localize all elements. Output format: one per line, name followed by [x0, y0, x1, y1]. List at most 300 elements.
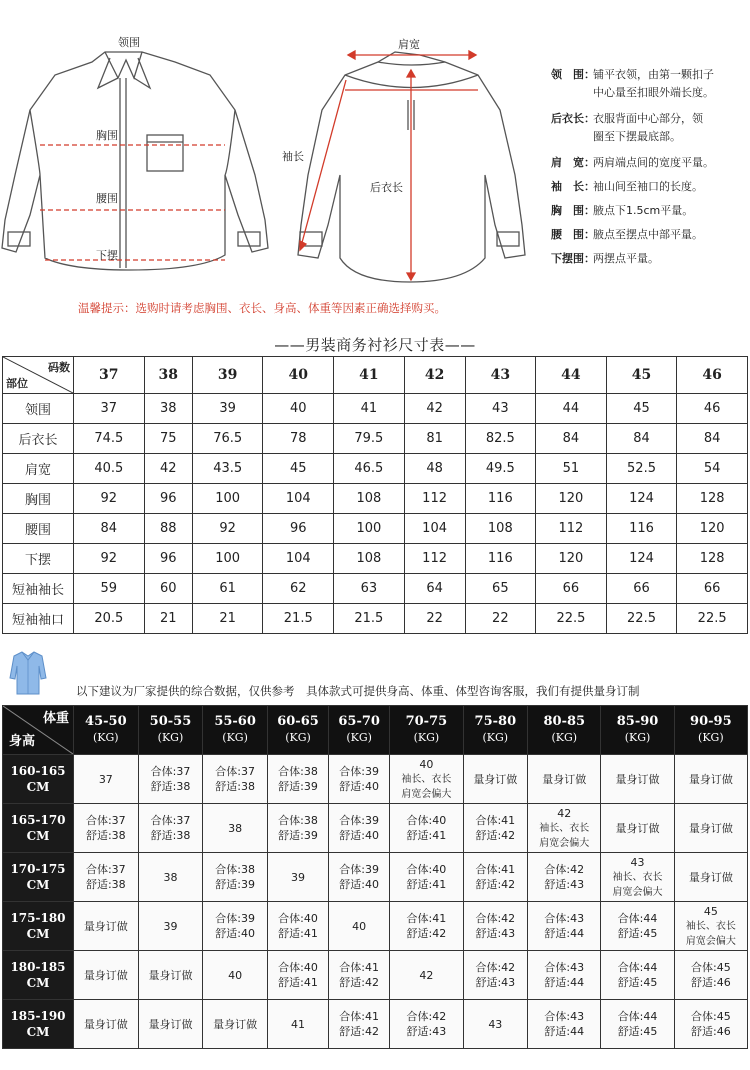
recommendation-line: 舒适:38 — [85, 878, 126, 891]
size-header: 41 — [334, 357, 405, 394]
recommendation-cell — [528, 804, 601, 853]
size-cell: 82.5 — [465, 424, 536, 454]
weight-unit: (KG) — [698, 731, 724, 744]
legend-item-cont: 圈至下摆最底部。 — [593, 130, 681, 143]
recommendation-line: 合体:39 — [339, 765, 379, 778]
size-cell: 120 — [677, 514, 748, 544]
part-label: 短袖袖口 — [3, 604, 74, 634]
recommendation-line: 舒适:40 — [339, 829, 379, 842]
size-cell: 96 — [263, 514, 334, 544]
recommendation-line: 舒适:44 — [544, 927, 585, 940]
recommendation-line: 45 — [703, 904, 718, 918]
recommendation-cell — [390, 853, 463, 902]
recommendation-cell — [390, 902, 463, 951]
recommendation-cell — [203, 755, 268, 804]
recommendation-line: 40 — [419, 757, 434, 771]
rec-row — [3, 853, 748, 902]
recommendation-cell — [601, 755, 674, 804]
recommendation-cell — [267, 853, 328, 902]
recommendation-line: 舒适:40 — [215, 927, 255, 940]
recommendation-line: 舒适:39 — [215, 878, 255, 891]
size-cell: 64 — [404, 574, 465, 604]
recommendation-cell — [463, 951, 528, 1000]
weight-header: 50-55 (KG) — [138, 706, 203, 755]
weight-header: 65-70 (KG) — [329, 706, 390, 755]
size-header: 37 — [74, 357, 145, 394]
recommendation-cell — [74, 1000, 139, 1049]
size-cell: 46 — [677, 394, 748, 424]
recommendation-cell — [674, 902, 747, 951]
recommendation-cell — [528, 902, 601, 951]
recommendation-line: 39 — [163, 919, 178, 933]
recommendation-cell — [463, 804, 528, 853]
recommendation-cell — [390, 951, 463, 1000]
recommendation-line: 舒适:43 — [475, 927, 516, 940]
recommendation-cell — [528, 1000, 601, 1049]
recommendation-line: 肩宽会偏大 — [612, 886, 663, 898]
recommendation-line: 量身订做 — [83, 968, 128, 982]
size-cell: 79.5 — [334, 424, 405, 454]
size-cell: 22.5 — [606, 604, 677, 634]
recommendation-line: 量身订做 — [213, 1017, 258, 1031]
recommendation-cell — [601, 853, 674, 902]
recommendation-line: 舒适:45 — [617, 1025, 658, 1038]
recommendation-cell — [74, 902, 139, 951]
size-recommendation-table — [2, 705, 748, 1049]
size-cell: 43 — [465, 394, 536, 424]
size-cell: 116 — [606, 514, 677, 544]
size-cell: 61 — [192, 574, 263, 604]
recommendation-line: 合体:42 — [406, 1010, 447, 1023]
size-row — [3, 394, 748, 424]
weight-unit: (KG) — [413, 731, 440, 744]
legend-item: 后衣长：衣服背面中心部分，领 — [551, 112, 703, 125]
recommendation-line: 肩宽会偏大 — [685, 935, 736, 947]
recommendation-cell — [138, 1000, 203, 1049]
recommendation-cell — [203, 902, 268, 951]
weight-unit: (KG) — [346, 731, 372, 744]
recommendation-line: 量身订做 — [473, 772, 518, 786]
recommendation-cell — [463, 1000, 528, 1049]
size-table-title: ——男装商务衬衫尺寸表—— — [274, 336, 476, 354]
size-row — [3, 424, 748, 454]
weight-header: 80-85 (KG) — [528, 706, 601, 755]
recommendation-cell — [138, 951, 203, 1000]
rec-header-row — [3, 706, 748, 755]
size-cell: 22 — [404, 604, 465, 634]
recommendation-line: 量身订做 — [83, 1017, 128, 1031]
size-row — [3, 484, 748, 514]
size-cell: 104 — [404, 514, 465, 544]
size-cell: 108 — [334, 484, 405, 514]
recommendation-line: 40 — [352, 919, 367, 933]
size-cell: 40.5 — [74, 454, 145, 484]
size-cell: 100 — [334, 514, 405, 544]
recommendation-cell — [267, 804, 328, 853]
weight-unit: (KG) — [482, 731, 509, 744]
recommendation-cell — [463, 902, 528, 951]
recommendation-line: 舒适:38 — [85, 829, 126, 842]
recommendation-line: 合体:37 — [150, 814, 191, 827]
chest-label: 胸围 — [96, 129, 118, 142]
recommendation-cell — [528, 951, 601, 1000]
part-label: 领围 — [3, 394, 74, 424]
recommendation-cell — [601, 951, 674, 1000]
recommendation-line: 合体:38 — [278, 765, 318, 778]
recommendation-line: 40 — [228, 968, 243, 982]
rec-row — [3, 755, 748, 804]
size-cell: 21 — [144, 604, 192, 634]
size-cell: 40 — [263, 394, 334, 424]
recommendation-cell — [390, 1000, 463, 1049]
size-cell: 22.5 — [536, 604, 607, 634]
recommendation-line: 合体:40 — [406, 814, 447, 827]
size-cell: 84 — [74, 514, 145, 544]
size-cell: 51 — [536, 454, 607, 484]
rec-row — [3, 804, 748, 853]
recommendation-cell — [601, 902, 674, 951]
recommendation-line: 合体:37 — [215, 765, 255, 778]
sleeve-label: 袖长 — [282, 150, 304, 163]
size-cell: 108 — [465, 514, 536, 544]
recommendation-line: 舒适:46 — [690, 976, 731, 989]
recommendation-cell — [74, 853, 139, 902]
size-cell: 45 — [263, 454, 334, 484]
size-header: 39 — [192, 357, 263, 394]
height-label: 170-175 CM — [3, 853, 74, 902]
recommendation-cell — [463, 755, 528, 804]
size-cell: 81 — [404, 424, 465, 454]
recommendation-line: 舒适:41 — [406, 829, 447, 842]
legend-item-cont: 中心量至扣眼外端长度。 — [593, 86, 714, 99]
recommendation-line: 舒适:38 — [150, 780, 191, 793]
corner-weight-label: 体重 — [42, 711, 69, 726]
recommendation-line: 舒适:41 — [406, 878, 447, 891]
size-cell: 116 — [465, 544, 536, 574]
recommendation-line: 舒适:42 — [475, 878, 516, 891]
height-unit: CM — [26, 780, 50, 794]
recommendation-line: 38 — [163, 870, 178, 884]
recommendation-line: 肩宽会偏大 — [401, 788, 452, 800]
recommendation-line: 43 — [488, 1017, 503, 1031]
size-cell: 65 — [465, 574, 536, 604]
recommendation-line: 合体:42 — [544, 863, 585, 876]
weight-header: 75-80 (KG) — [463, 706, 528, 755]
size-cell: 84 — [536, 424, 607, 454]
size-table-corner — [3, 357, 74, 394]
rec-row — [3, 951, 748, 1000]
recommendation-line: 合体:39 — [339, 863, 379, 876]
recommendation-cell — [267, 1000, 328, 1049]
recommendation-cell — [329, 902, 390, 951]
purchase-tip: 温馨提示：选购时请考虑胸围、衣长、身高、体重等因素正确选择购买。 — [78, 301, 446, 315]
recommendation-line: 42 — [419, 968, 434, 982]
recommendation-line: 量身订做 — [83, 919, 128, 933]
recommendation-line: 合体:37 — [85, 863, 126, 876]
size-cell: 116 — [465, 484, 536, 514]
recommendation-line: 合体:45 — [690, 961, 731, 974]
recommendation-line: 量身订做 — [688, 870, 733, 884]
recommendation-line: 合体:44 — [617, 1010, 658, 1023]
recommendation-cell — [463, 853, 528, 902]
size-cell: 78 — [263, 424, 334, 454]
recommendation-line: 合体:40 — [278, 961, 318, 974]
recommendation-line: 合体:38 — [278, 814, 318, 827]
size-cell: 84 — [677, 424, 748, 454]
recommendation-cell — [138, 902, 203, 951]
recommendation-cell — [267, 902, 328, 951]
size-cell: 20.5 — [74, 604, 145, 634]
height-unit: CM — [26, 976, 50, 990]
size-cell: 54 — [677, 454, 748, 484]
recommendation-cell — [674, 853, 747, 902]
recommendation-line: 袖长、衣长 — [401, 773, 452, 785]
recommendation-cell — [601, 1000, 674, 1049]
recommendation-line: 38 — [228, 821, 243, 835]
recommendation-line: 量身订做 — [148, 968, 193, 982]
recommendation-line: 42 — [557, 806, 572, 820]
size-header: 45 — [606, 357, 677, 394]
corner-size-label: 码数 — [48, 361, 70, 374]
size-cell: 42 — [144, 454, 192, 484]
recommendation-line: 量身订做 — [615, 772, 660, 786]
size-cell: 124 — [606, 484, 677, 514]
recommendation-line: 舒适:44 — [544, 976, 585, 989]
size-header: 42 — [404, 357, 465, 394]
size-cell: 100 — [192, 544, 263, 574]
recommendation-cell — [203, 853, 268, 902]
recommendation-line: 舒适:41 — [278, 927, 318, 940]
recommendation-line: 37 — [98, 772, 113, 786]
weight-header: 60-65 (KG) — [267, 706, 328, 755]
recommendation-line: 合体:42 — [475, 961, 516, 974]
recommendation-cell — [203, 804, 268, 853]
recommendation-line: 舒适:42 — [339, 976, 379, 989]
height-label: 165-170 CM — [3, 804, 74, 853]
size-cell: 120 — [536, 484, 607, 514]
recommendation-line: 舒适:45 — [617, 976, 658, 989]
recommendation-line: 合体:41 — [339, 961, 379, 974]
recommendation-line: 量身订做 — [615, 821, 660, 835]
size-cell: 92 — [192, 514, 263, 544]
recommendation-line: 袖长、衣长 — [685, 920, 736, 932]
size-cell: 66 — [677, 574, 748, 604]
height-unit: CM — [26, 829, 50, 843]
recommendation-cell — [267, 951, 328, 1000]
size-cell: 49.5 — [465, 454, 536, 484]
weight-unit: (KG) — [551, 731, 578, 744]
recommendation-line: 量身订做 — [688, 821, 733, 835]
recommendation-cell — [329, 951, 390, 1000]
recommendation-line: 合体:43 — [544, 961, 585, 974]
recommendation-cell — [74, 804, 139, 853]
recommendation-line: 量身订做 — [688, 772, 733, 786]
size-cell: 66 — [536, 574, 607, 604]
size-cell: 45 — [606, 394, 677, 424]
size-cell: 75 — [144, 424, 192, 454]
recommendation-line: 舒适:43 — [406, 1025, 447, 1038]
size-cell: 21 — [192, 604, 263, 634]
recommendation-cell — [74, 755, 139, 804]
recommendation-line: 合体:40 — [278, 912, 318, 925]
size-row — [3, 604, 748, 634]
recommendation-line: 舒适:39 — [278, 829, 318, 842]
size-row — [3, 544, 748, 574]
recommendation-cell — [674, 1000, 747, 1049]
weight-header: 55-60 (KG) — [203, 706, 268, 755]
recommendation-line: 量身订做 — [148, 1017, 193, 1031]
part-label: 肩宽 — [3, 454, 74, 484]
corner-height-label: 身高 — [9, 734, 36, 749]
weight-header: 70-75 (KG) — [390, 706, 463, 755]
legend-item: 领 围：铺平衣领，由第一颗扣子 — [551, 68, 714, 81]
size-row — [3, 514, 748, 544]
size-cell: 39 — [192, 394, 263, 424]
corner-part-label: 部位 — [6, 377, 28, 390]
size-cell: 41 — [334, 394, 405, 424]
height-label: 175-180 CM — [3, 902, 74, 951]
part-label: 腰围 — [3, 514, 74, 544]
size-table — [2, 356, 748, 634]
size-cell: 42 — [404, 394, 465, 424]
height-label: 160-165 CM — [3, 755, 74, 804]
size-row — [3, 454, 748, 484]
size-cell: 112 — [404, 544, 465, 574]
size-cell: 74.5 — [74, 424, 145, 454]
size-cell: 108 — [334, 544, 405, 574]
weight-unit: (KG) — [93, 731, 119, 744]
size-row — [3, 574, 748, 604]
recommendation-line: 舒适:43 — [475, 976, 516, 989]
recommendation-line: 舒适:41 — [278, 976, 318, 989]
recommendation-cell — [674, 951, 747, 1000]
measurement-legend — [551, 66, 714, 268]
recommendation-line: 舒适:40 — [339, 780, 379, 793]
recommendation-line: 舒适:46 — [690, 1025, 731, 1038]
size-cell: 124 — [606, 544, 677, 574]
recommendation-line: 合体:39 — [215, 912, 255, 925]
recommendation-line: 舒适:38 — [215, 780, 255, 793]
recommendation-line: 舒适:43 — [544, 878, 585, 891]
back-length-label: 后衣长 — [370, 181, 403, 194]
weight-header: 90-95 (KG) — [674, 706, 747, 755]
weight-unit: (KG) — [285, 731, 311, 744]
size-cell: 22 — [465, 604, 536, 634]
recommendation-line: 合体:37 — [85, 814, 126, 827]
hem-label: 下摆 — [96, 249, 118, 262]
size-cell: 92 — [74, 484, 145, 514]
recommendation-line: 41 — [291, 1017, 305, 1031]
size-cell: 60 — [144, 574, 192, 604]
recommendation-line: 合体:45 — [690, 1010, 731, 1023]
recommendation-cell — [138, 755, 203, 804]
recommendation-line: 舒适:42 — [339, 1025, 379, 1038]
shoulder-label: 肩宽 — [398, 38, 420, 51]
size-cell: 84 — [606, 424, 677, 454]
height-unit: CM — [26, 1025, 50, 1039]
recommendation-cell — [329, 755, 390, 804]
height-unit: CM — [26, 878, 50, 892]
recommendation-line: 合体:40 — [406, 863, 447, 876]
size-cell: 52.5 — [606, 454, 677, 484]
size-cell: 66 — [606, 574, 677, 604]
recommendation-line: 袖长、衣长 — [539, 822, 590, 834]
rec-table-corner — [3, 706, 74, 755]
recommendation-line: 舒适:38 — [150, 829, 191, 842]
recommendation-line: 舒适:44 — [544, 1025, 585, 1038]
size-cell: 88 — [144, 514, 192, 544]
recommendation-line: 舒适:39 — [278, 780, 318, 793]
recommendation-cell — [674, 804, 747, 853]
recommendation-line: 合体:37 — [150, 765, 191, 778]
recommendation-cell — [528, 755, 601, 804]
recommendation-line: 合体:42 — [475, 912, 516, 925]
recommendation-cell — [203, 951, 268, 1000]
recommendation-note: 以下建议为厂家提供的综合数据，仅供参考 具体款式可提供身高、体重、体型咨询客服，我们有提供量身订制 — [76, 684, 640, 698]
weight-unit: (KG) — [624, 731, 651, 744]
recommendation-line: 舒适:40 — [339, 878, 379, 891]
measurement-diagram — [0, 0, 750, 330]
size-cell: 44 — [536, 394, 607, 424]
recommendation-line: 43 — [630, 855, 645, 869]
recommendation-cell — [203, 1000, 268, 1049]
recommendation-cell — [138, 853, 203, 902]
size-cell: 120 — [536, 544, 607, 574]
recommendation-line: 舒适:42 — [475, 829, 516, 842]
recommendation-line: 合体:39 — [339, 814, 379, 827]
size-header: 46 — [677, 357, 748, 394]
recommendation-cell — [390, 755, 463, 804]
recommendation-cell — [528, 853, 601, 902]
rec-row — [3, 1000, 748, 1049]
recommendation-cell — [329, 853, 390, 902]
size-header: 40 — [263, 357, 334, 394]
legend-item: 胸 围：腋点下1.5cm平量。 — [551, 204, 694, 217]
recommendation-line: 合体:43 — [544, 912, 585, 925]
legend-item: 袖 长：袖山间至袖口的长度。 — [551, 180, 703, 193]
part-label: 胸围 — [3, 484, 74, 514]
size-cell: 104 — [263, 484, 334, 514]
recommendation-line: 合体:38 — [215, 863, 255, 876]
waist-label: 腰围 — [96, 192, 118, 205]
recommendation-cell — [267, 755, 328, 804]
recommendation-line: 合体:41 — [406, 912, 447, 925]
size-cell: 22.5 — [677, 604, 748, 634]
size-cell: 63 — [334, 574, 405, 604]
recommendation-line: 量身订做 — [542, 772, 587, 786]
size-cell: 92 — [74, 544, 145, 574]
size-cell: 37 — [74, 394, 145, 424]
height-label: 180-185 CM — [3, 951, 74, 1000]
size-cell: 21.5 — [334, 604, 405, 634]
size-cell: 43.5 — [192, 454, 263, 484]
recommendation-cell — [390, 804, 463, 853]
weight-header: 85-90 (KG) — [601, 706, 674, 755]
size-header-row — [3, 357, 748, 394]
size-cell: 104 — [263, 544, 334, 574]
size-cell: 112 — [536, 514, 607, 544]
recommendation-cell — [674, 755, 747, 804]
size-cell: 96 — [144, 484, 192, 514]
recommendation-cell — [601, 804, 674, 853]
size-cell: 46.5 — [334, 454, 405, 484]
size-cell: 96 — [144, 544, 192, 574]
size-cell: 100 — [192, 484, 263, 514]
recommendation-line: 合体:44 — [617, 912, 658, 925]
weight-unit: (KG) — [222, 731, 248, 744]
recommendation-line: 舒适:45 — [617, 927, 658, 940]
height-unit: CM — [26, 927, 50, 941]
